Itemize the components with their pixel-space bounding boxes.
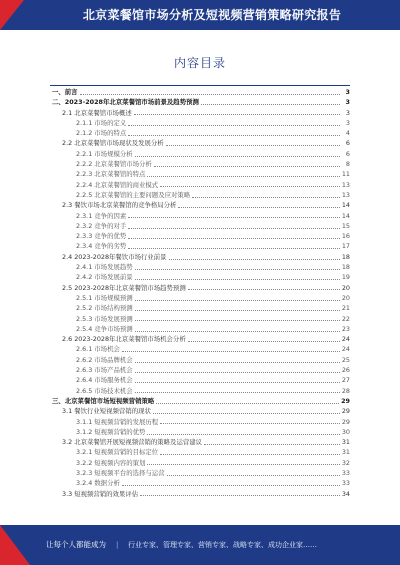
toc-entry-text: 2.5 2023-2028年北京菜餐馆市场趋势预测 — [62, 283, 186, 292]
toc-page-number: 3 — [345, 98, 350, 107]
toc-leader-dots — [128, 228, 340, 229]
toc-leader-dots — [160, 454, 340, 455]
toc-entry[interactable] — [50, 138, 350, 148]
toc-leader-dots — [128, 248, 340, 249]
toc-leader-dots — [135, 279, 340, 280]
toc-entry[interactable] — [50, 334, 350, 344]
toc-leader-dots — [154, 166, 340, 167]
toc-leader-dots — [169, 259, 340, 260]
toc-leader-dots — [135, 331, 340, 332]
toc-entry[interactable] — [50, 272, 350, 282]
toc-leader-dots — [201, 104, 340, 105]
toc-leader-dots — [188, 289, 340, 290]
footer-separator-icon: | — [116, 541, 119, 549]
toc-entry[interactable] — [50, 190, 350, 200]
toc-entry[interactable] — [50, 344, 350, 354]
toc-entry[interactable] — [50, 149, 350, 159]
toc-leader-dots — [135, 300, 340, 301]
toc-leader-dots — [135, 362, 340, 363]
toc-entry-text: 2.2.4 北京菜餐馆的商业模式 — [76, 180, 159, 189]
toc-entry[interactable] — [50, 375, 350, 385]
toc-leader-dots — [188, 341, 340, 342]
toc-leader-dots — [135, 156, 340, 157]
toc-entry-text: 2.1 北京菜餐馆市场概述 — [62, 108, 132, 117]
page-header — [0, 0, 400, 30]
toc-page-number: 31 — [341, 448, 350, 457]
toc-entry-text: 2.6.5 市场技术机会 — [76, 386, 133, 395]
toc-entry[interactable] — [50, 365, 350, 375]
toc-leader-dots — [135, 392, 340, 393]
toc-page-number: 33 — [341, 479, 350, 488]
toc-page-number: 25 — [341, 355, 350, 364]
toc-entry[interactable] — [50, 489, 350, 499]
toc-entry-text: 2.3.1 竞争的因素 — [76, 211, 127, 220]
toc-leader-dots — [156, 403, 339, 404]
toc-page-number: 28 — [341, 386, 350, 395]
toc-entry-text: 2.6.3 市场产品机会 — [76, 366, 133, 375]
toc-entry[interactable] — [50, 406, 350, 416]
toc-entry[interactable] — [50, 283, 350, 293]
toc-page-number: 13 — [341, 190, 350, 199]
toc-entry-text: 2.6 2023-2028年北京菜餐馆市场机会分析 — [62, 335, 186, 344]
toc-entry[interactable] — [50, 417, 350, 427]
toc-page-number: 3 — [345, 118, 350, 127]
toc-leader-dots — [122, 351, 340, 352]
toc-page-number: 29 — [341, 407, 350, 416]
toc-entry-text: 2.3.4 竞争的劣势 — [76, 242, 127, 251]
toc-entry[interactable] — [50, 169, 350, 179]
toc-entry-text: 2.6.2 市场品牌机会 — [76, 355, 133, 364]
toc-page-number: 21 — [341, 304, 350, 313]
toc-leader-dots — [147, 176, 339, 177]
toc-entry[interactable] — [50, 211, 350, 221]
toc-page-number: 6 — [345, 149, 350, 158]
toc-entry-text: 2.2.5 北京菜餐馆的主要问题及应对策略 — [76, 190, 191, 199]
toc-page-number: 16 — [341, 232, 350, 241]
toc-leader-dots — [135, 372, 340, 373]
toc-entry-text: 3.2.2 短视频内容的策划 — [76, 458, 146, 467]
toc-entry[interactable] — [50, 293, 350, 303]
toc-page-number: 33 — [341, 468, 350, 477]
toc-page-number: 4 — [345, 129, 350, 138]
toc-entry[interactable] — [50, 468, 350, 478]
toc-entry[interactable] — [50, 427, 350, 437]
toc-leader-dots — [128, 135, 340, 136]
toc-entry[interactable] — [50, 108, 350, 118]
toc-entry[interactable] — [50, 314, 350, 324]
toc-page-number: 17 — [341, 242, 350, 251]
toc-leader-dots — [160, 423, 340, 424]
toc-entry-text: 2.4.1 市场发展趋势 — [76, 263, 133, 272]
toc-leader-dots — [135, 310, 340, 311]
toc-page-number: 29 — [341, 417, 350, 426]
toc-leader-dots — [153, 413, 340, 414]
toc-entry-text: 二、2023-2028年北京菜餐馆市场前景及趋势预测 — [52, 98, 199, 107]
toc-entry-text: 3.2.3 短视频平台的选择与运营 — [76, 468, 165, 477]
toc-leader-dots — [135, 320, 340, 321]
toc-entry[interactable] — [50, 231, 350, 241]
toc-page-number: 20 — [341, 283, 350, 292]
toc-page-number: 23 — [341, 324, 350, 333]
toc-entry-text: 2.4 2023-2028年餐饮市场行业前景 — [62, 252, 167, 261]
toc-leader-dots — [160, 186, 340, 187]
toc-leader-dots — [166, 145, 340, 146]
toc-page-number: 19 — [341, 273, 350, 282]
toc-entry-text: 2.5.1 市场规模预测 — [76, 293, 133, 302]
toc-page-number: 6 — [345, 139, 350, 148]
toc-leader-dots — [167, 475, 340, 476]
toc-page-number: 32 — [341, 458, 350, 467]
toc-page-number: 34 — [341, 489, 350, 498]
table-of-contents — [50, 87, 350, 517]
toc-entry[interactable] — [50, 324, 350, 334]
toc-page-number: 3 — [345, 108, 350, 117]
toc-entry-text: 一、前言 — [52, 88, 78, 96]
toc-entry[interactable] — [50, 478, 350, 488]
toc-page-number: 15 — [341, 221, 350, 230]
toc-entry[interactable] — [50, 87, 350, 97]
toc-entry-text: 2.2.2 北京菜餐馆市场分析 — [76, 160, 152, 169]
toc-entry-text: 3.2.4 数据分析 — [76, 479, 120, 488]
toc-leader-dots — [122, 485, 340, 486]
toc-leader-dots — [80, 94, 340, 95]
footer-slogan-left: 让每个人都能成为 — [46, 540, 106, 549]
toc-page-number: 18 — [341, 252, 350, 261]
toc-page-number: 20 — [341, 293, 350, 302]
toc-entry[interactable] — [50, 252, 350, 262]
toc-entry-text: 2.2.3 北京菜餐馆的特点 — [76, 170, 146, 179]
toc-entry-text: 3.2.1 短视频营销的目标定位 — [76, 448, 159, 457]
toc-leader-dots — [128, 238, 340, 239]
toc-leader-dots — [140, 495, 340, 496]
toc-entry[interactable] — [50, 262, 350, 272]
toc-entry-text: 3.1.1 短视频营销的发展历程 — [76, 417, 159, 426]
toc-entry[interactable] — [50, 159, 350, 169]
footer-slogan-right: 行业专家、管理专家、营销专家、战略专家、成功企业家…… — [128, 541, 317, 549]
toc-entry-text: 3.3 短视频营销的效果评估 — [62, 489, 139, 498]
toc-entry[interactable] — [50, 437, 350, 447]
toc-leader-dots — [147, 434, 339, 435]
toc-page-number: 13 — [341, 180, 350, 189]
toc-entry[interactable] — [50, 386, 350, 396]
toc-entry-text: 2.3 餐饮市场北京菜餐馆的竞争格局分析 — [62, 201, 177, 210]
toc-entry[interactable] — [50, 180, 350, 190]
toc-entry[interactable] — [50, 97, 350, 107]
toc-page-number: 18 — [341, 263, 350, 272]
toc-entry-text: 2.4.2 市场发展前景 — [76, 273, 133, 282]
toc-entry-text: 三、北京菜餐馆市场短视频营销策略 — [52, 396, 155, 405]
toc-entry-text: 2.3.2 竞争的对手 — [76, 221, 127, 230]
toc-leader-dots — [135, 382, 340, 383]
toc-leader-dots — [147, 464, 339, 465]
toc-leader-dots — [134, 114, 340, 115]
toc-page-number: 30 — [341, 427, 350, 436]
toc-entry[interactable] — [50, 303, 350, 313]
toc-entry[interactable] — [50, 355, 350, 365]
toc-entry-text: 2.5.3 市场发展预测 — [76, 314, 133, 323]
toc-page-number: 3 — [345, 88, 350, 96]
toc-entry-text: 3.2 北京菜餐馆开展短视频营销的策略及运营建议 — [62, 438, 203, 447]
toc-entry-text: 3.1.2 短视频营销的优势 — [76, 427, 146, 436]
toc-entry-text: 2.5.4 竞争市场预测 — [76, 324, 133, 333]
toc-leader-dots — [128, 217, 340, 218]
toc-entry-text: 2.6.4 市场服务机会 — [76, 376, 133, 385]
report-title: 北京菜餐馆市场分析及短视频营销策略研究报告 — [82, 8, 342, 22]
toc-page-number: 24 — [341, 345, 350, 354]
toc-leader-dots — [192, 197, 340, 198]
toc-entry[interactable] — [50, 118, 350, 128]
toc-entry[interactable] — [50, 128, 350, 138]
toc-entry[interactable] — [50, 396, 350, 406]
toc-entry[interactable] — [50, 241, 350, 251]
footer-red-accent — [0, 525, 30, 565]
toc-entry[interactable] — [50, 458, 350, 468]
toc-page-number: 31 — [341, 438, 350, 447]
toc-entry-text: 2.1.2 市场的特点 — [76, 129, 127, 138]
toc-page-number: 29 — [341, 396, 350, 405]
toc-page-number: 26 — [341, 366, 350, 375]
toc-page-number: 14 — [341, 201, 350, 210]
toc-leader-dots — [128, 125, 340, 126]
toc-entry-text: 2.2 北京菜餐馆市场现状及发展分析 — [62, 139, 164, 148]
toc-entry-text: 3.1 餐饮行业短视频营销的现状 — [62, 407, 151, 416]
toc-entry-text: 2.6.1 市场机会 — [76, 345, 120, 354]
toc-entry[interactable] — [50, 447, 350, 457]
page-footer — [0, 525, 400, 565]
toc-page-number: 22 — [341, 314, 350, 323]
toc-page-number: 27 — [341, 376, 350, 385]
toc-leader-dots — [135, 269, 340, 270]
toc-leader-dots — [178, 207, 339, 208]
toc-page-number: 14 — [341, 211, 350, 220]
toc-entry[interactable] — [50, 221, 350, 231]
toc-page-number: 8 — [345, 160, 350, 169]
header-red-accent — [0, 0, 24, 30]
toc-heading: 内容目录 — [173, 56, 226, 70]
toc-page-number: 11 — [341, 170, 350, 179]
toc-divider — [50, 85, 350, 86]
toc-entry[interactable] — [50, 200, 350, 210]
toc-entry-text: 2.5.2 市场结构预测 — [76, 304, 133, 313]
toc-leader-dots — [204, 444, 340, 445]
toc-entry-text: 2.2.1 市场规模分析 — [76, 149, 133, 158]
toc-page-number: 24 — [341, 335, 350, 344]
toc-entry-text: 2.1.1 市场的定义 — [76, 118, 127, 127]
toc-entry-text: 2.3.3 竞争的优势 — [76, 232, 127, 241]
